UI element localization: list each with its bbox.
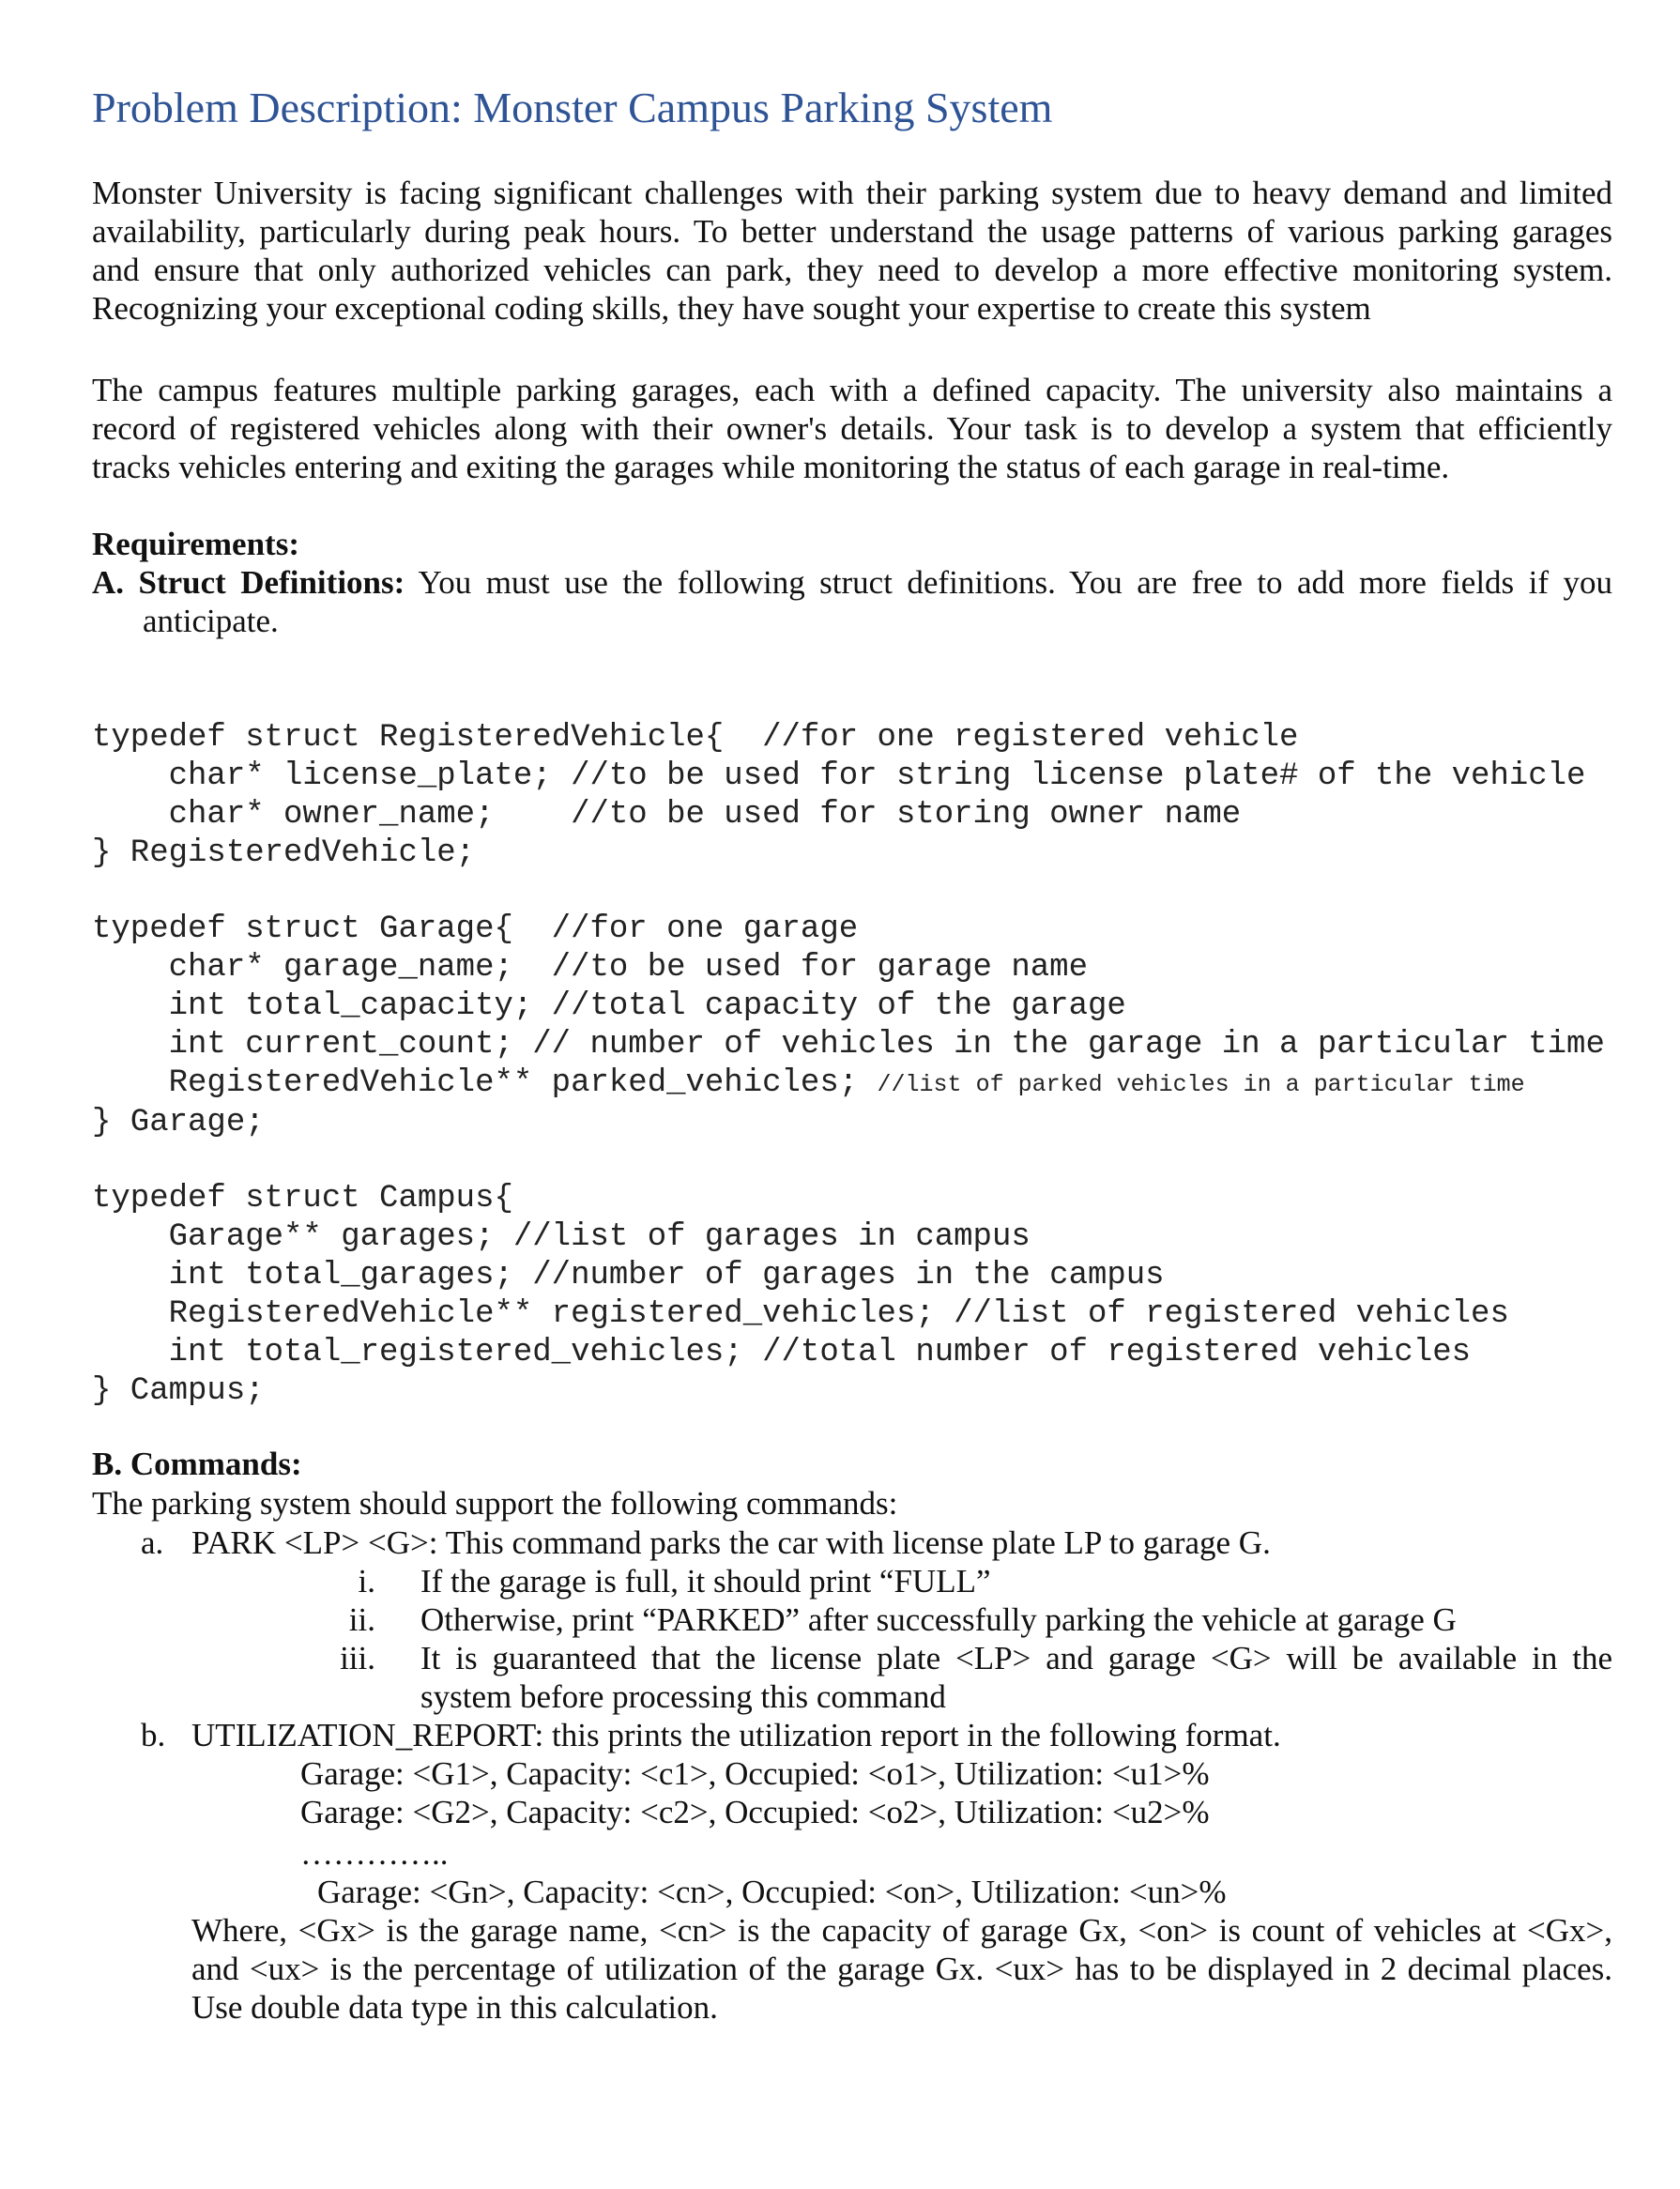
code-line: typedef struct Campus{ — [92, 1181, 513, 1217]
command-b-text: UTILIZATION_REPORT: this prints the utilization report in the following format. — [191, 1717, 1281, 1753]
code-line: } Garage; — [92, 1105, 265, 1140]
command-a-item-num: iii. — [340, 1640, 375, 1676]
paragraph-line: record of registered vehicles along with their owner's details. Your task is to develop a system that efficiently — [92, 410, 1612, 447]
requirements-heading: Requirements: — [92, 526, 299, 562]
requirement-a-label: A. Struct Definitions: — [92, 564, 405, 601]
code-line: char* garage_name; //to be used for garage name — [92, 950, 1088, 986]
code-campus — [92, 1180, 1509, 1411]
command-b-label: b. — [141, 1717, 166, 1753]
commands-heading: B. Commands: — [92, 1446, 302, 1482]
where-line: Where, <Gx> is the garage name, <cn> is the capacity of garage Gx, <on> is count of vehicles at <Gx>, — [191, 1912, 1612, 1949]
code-line: int total_registered_vehicles; //total number of registered vehicles — [92, 1335, 1472, 1370]
code-line: int total_capacity; //total capacity of the garage — [92, 988, 1126, 1024]
code-registered-vehicle — [92, 719, 1585, 873]
code-line: Garage** garages; //list of garages in campus — [92, 1219, 1031, 1255]
requirement-a-text: You must use the following struct definitions. You are free to add more fields if you — [405, 564, 1612, 601]
page-title: Problem Description: Monster Campus Parking System — [92, 84, 1053, 131]
code-line: char* license_plate; //to be used for string license plate# of the vehicle — [92, 758, 1586, 794]
code-line: } Campus; — [92, 1373, 265, 1409]
command-a-item-text: Otherwise, print “PARKED” after successfully parking the vehicle at garage G — [420, 1601, 1457, 1638]
report-format-ellipsis: ………….. — [300, 1835, 449, 1872]
command-a-item-text — [420, 1639, 1612, 1716]
requirement-a-line-2: anticipate. — [143, 603, 279, 639]
requirement-a-line-1 — [92, 563, 1612, 602]
code-line: typedef struct RegisteredVehicle{ //for one registered vehicle — [92, 720, 1299, 756]
code-line: typedef struct Garage{ //for one garage — [92, 911, 859, 947]
paragraph-line: Recognizing your exceptional coding skills, they have sought your expertise to create this system — [92, 290, 1371, 327]
intro-paragraph-2 — [92, 371, 1612, 486]
command-a-item-num: ii. — [348, 1601, 375, 1638]
paragraph-line: and ensure that only authorized vehicles can park, they need to develop a more effective monitoring system. — [92, 252, 1612, 288]
paragraph-line: availability, particularly during peak hours. To better understand the usage patterns of various parking garages — [92, 213, 1612, 250]
item-line: It is guaranteed that the license plate <LP> and garage <G> will be available in the — [420, 1640, 1612, 1676]
command-a-item-num: i. — [358, 1563, 375, 1600]
paragraph-line: tracks vehicles entering and exiting the garages while monitoring the status of each garage in real-time. — [92, 449, 1450, 485]
report-format-line: Garage: <Gn>, Capacity: <cn>, Occupied: <on>, Utilization: <un>% — [317, 1874, 1227, 1910]
code-line: RegisteredVehicle** parked_vehicles; — [92, 1065, 878, 1101]
code-garage — [92, 911, 1605, 1142]
code-line: char* owner_name; //to be used for storing owner name — [92, 797, 1242, 833]
requirement-a — [92, 563, 1612, 640]
command-a-item-text: If the garage is full, it should print “FULL” — [420, 1563, 991, 1600]
code-line: RegisteredVehicle** registered_vehicles; //list of registered vehicles — [92, 1296, 1509, 1332]
paragraph-line: The campus features multiple parking garages, each with a defined capacity. The university also maintains a — [92, 372, 1612, 408]
command-a-label: a. — [141, 1524, 164, 1561]
command-a-text: PARK <LP> <G>: This command parks the car with license plate LP to garage G. — [191, 1524, 1271, 1561]
intro-paragraph-1 — [92, 174, 1612, 328]
report-where-description — [191, 1911, 1612, 2027]
report-format-line: Garage: <G2>, Capacity: <c2>, Occupied: <o2>, Utilization: <u2>% — [300, 1794, 1210, 1830]
code-line: int current_count; // number of vehicles in the garage in a particular time — [92, 1027, 1605, 1063]
where-line: Use double data type in this calculation. — [191, 1989, 718, 2026]
item-line: system before processing this command — [420, 1678, 946, 1715]
code-line: } RegisteredVehicle; — [92, 835, 476, 871]
code-small-comment: //list of parked vehicles in a particular time — [877, 1071, 1525, 1098]
where-line: and <ux> is the percentage of utilization of the garage Gx. <ux> has to be displayed in 2 decimal places. — [191, 1951, 1612, 1987]
paragraph-line: Monster University is facing significant challenges with their parking system due to heavy demand and limited — [92, 175, 1612, 211]
code-line: int total_garages; //number of garages in the campus — [92, 1258, 1165, 1294]
commands-intro: The parking system should support the following commands: — [92, 1485, 898, 1522]
report-format-line: Garage: <G1>, Capacity: <c1>, Occupied: <o1>, Utilization: <u1>% — [300, 1755, 1210, 1792]
